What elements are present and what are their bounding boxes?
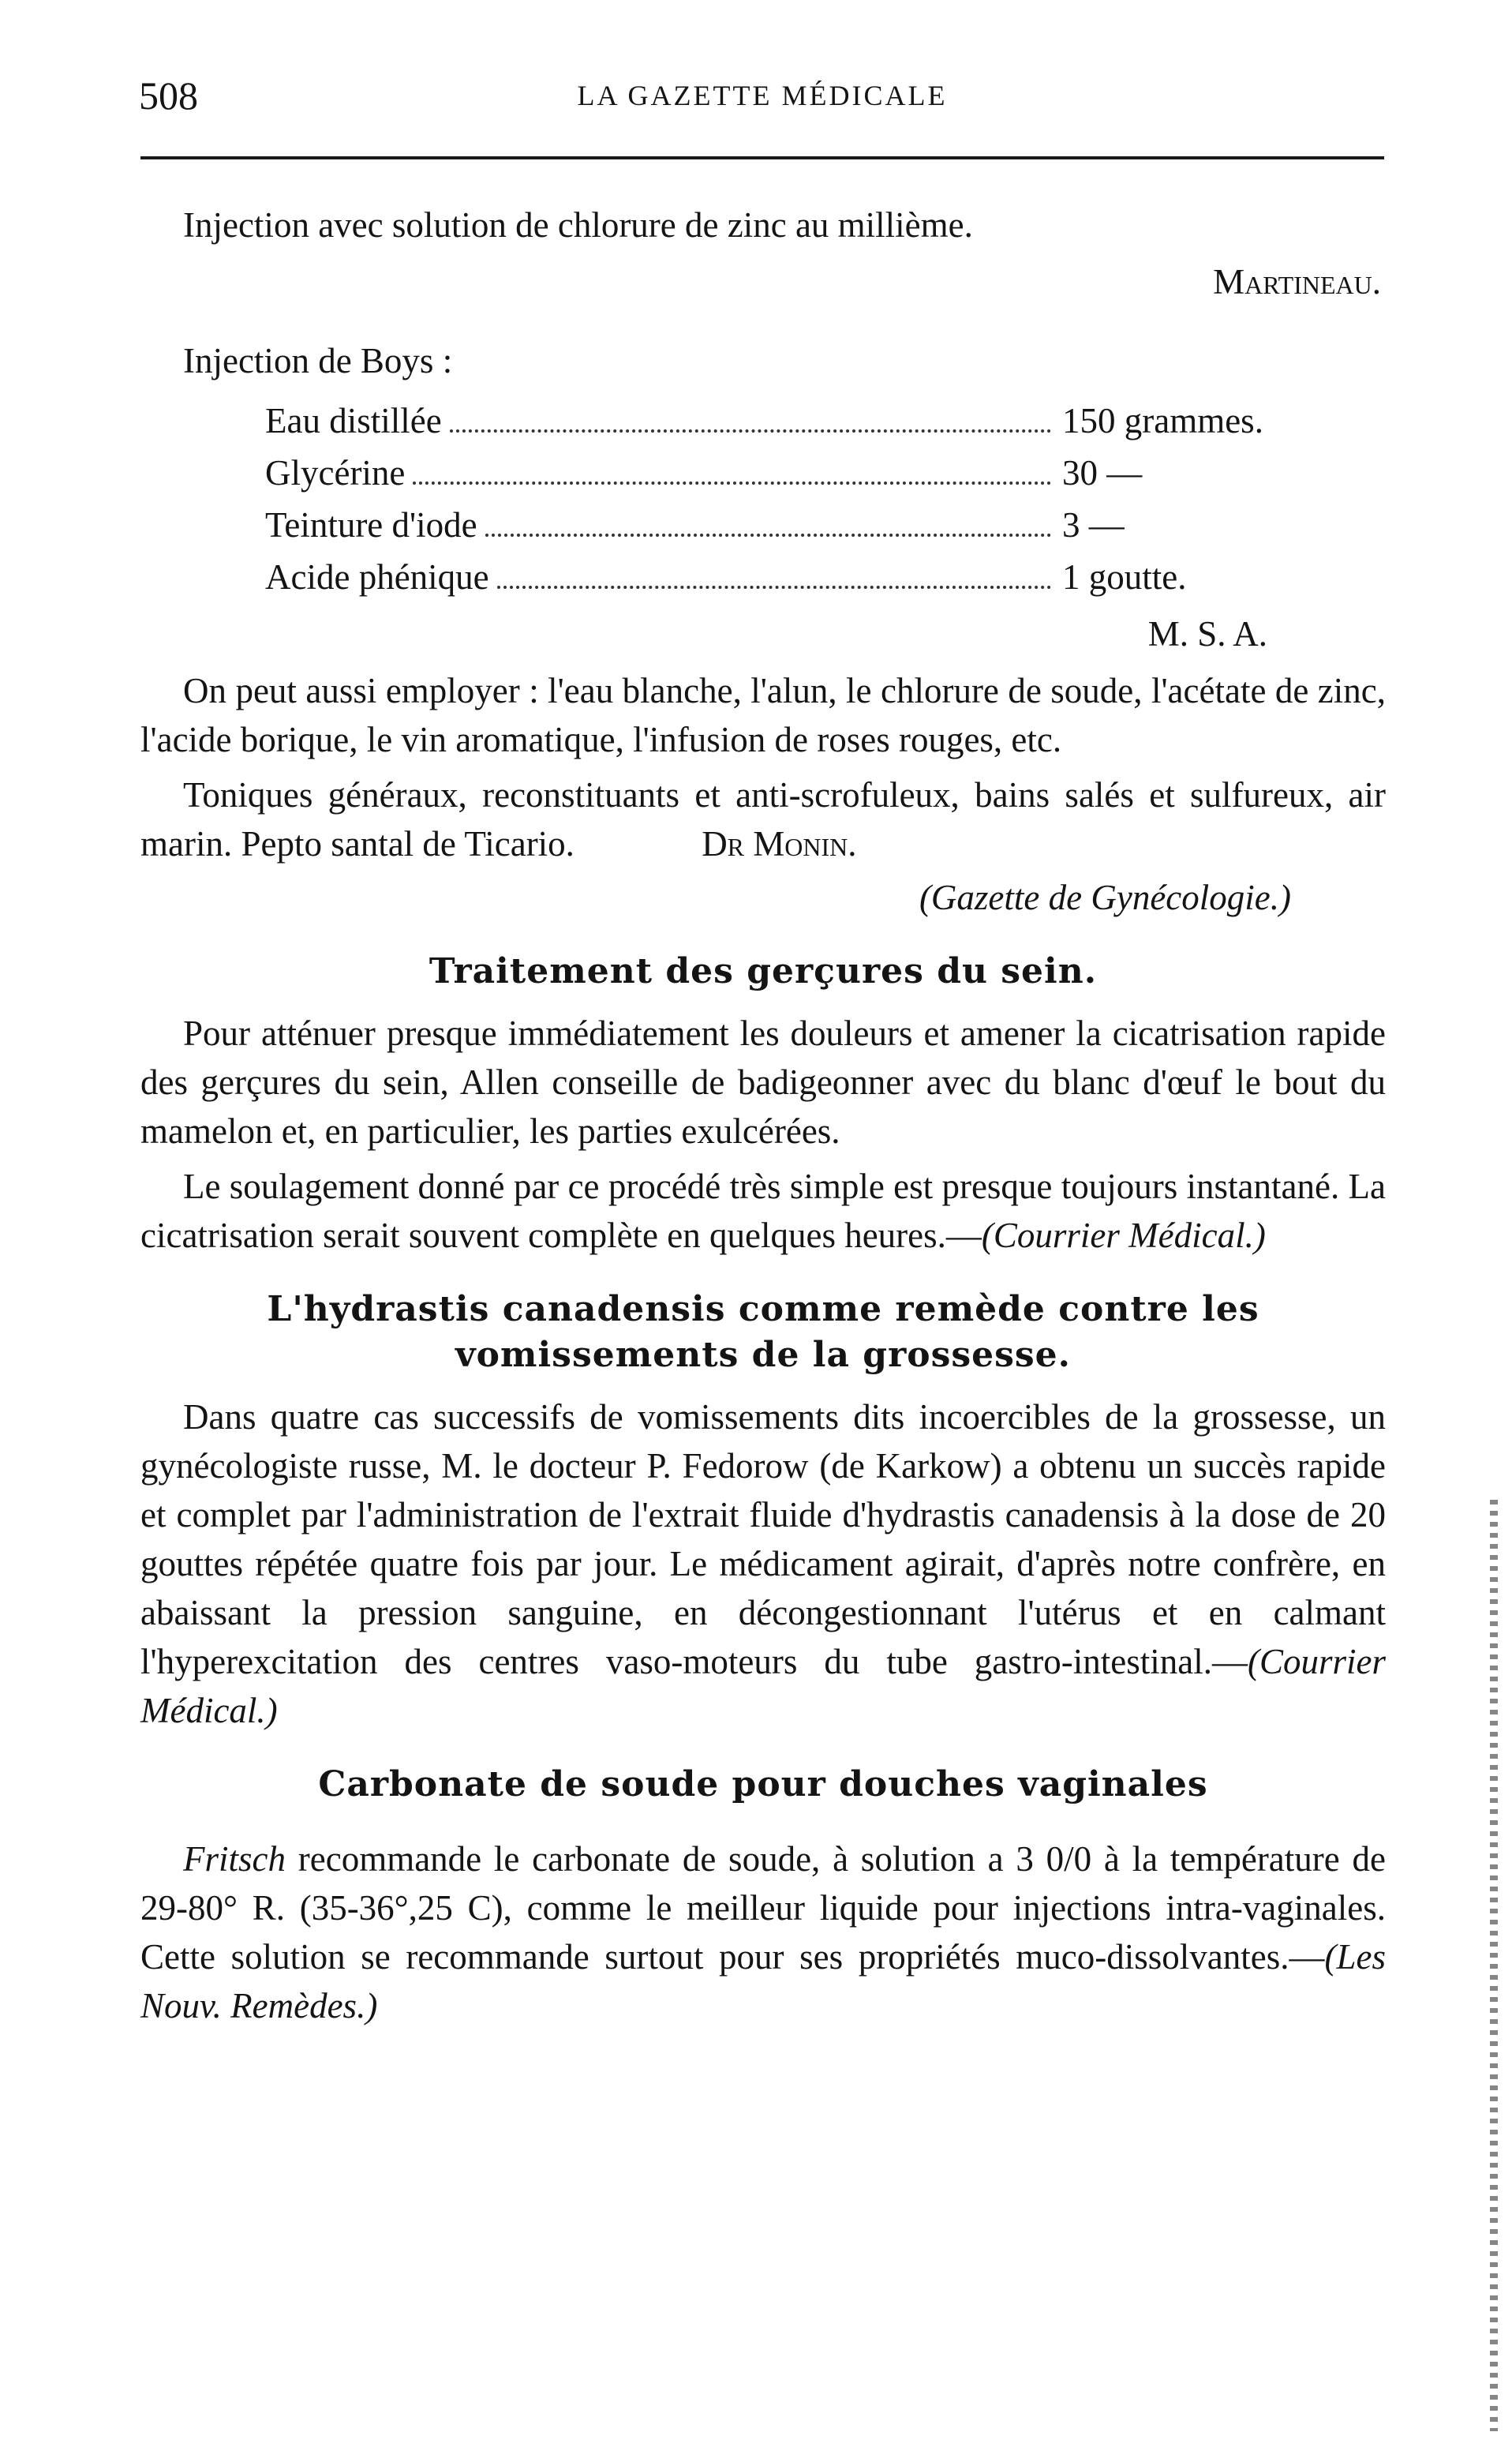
recipe-ingredient: Acide phénique — [265, 557, 489, 597]
carbonate-paragraph-text: recommande le carbonate de soude, à solution a 3 0/0 à la température de 29-80° R. (35-36°,25 C), comme le meilleur liquide pour injections intra-vaginales. Cette solution se recommande surtout pour ses propriétés muco-dissolvantes.— — [140, 1839, 1386, 1977]
recipe-row — [265, 396, 1283, 448]
hydrastis-source: (Courrier Médical.) — [140, 1642, 1386, 1730]
dot-leader — [497, 586, 1051, 589]
hydrastis-title-line-2: vomissements de la grossesse. — [455, 1335, 1071, 1375]
carbonate-source: (Les Nouv. Remèdes.) — [140, 1937, 1386, 2025]
recipe-ingredient: Glycérine — [265, 453, 406, 493]
recipe-row — [265, 553, 1283, 605]
author-monin: Dr Monin. — [702, 824, 857, 864]
dot-leader — [413, 482, 1051, 485]
carbonate-paragraph — [140, 1834, 1386, 2030]
recipe-quantity: 1 goutte. — [1062, 557, 1187, 597]
recipe-quantity: 150 grammes. — [1062, 401, 1263, 440]
injection-zinc-paragraph: Injection avec solution de chlorure de zinc au millième. — [183, 205, 973, 245]
hydrastis-title-line-1: L'hydrastis canadensis comme remède contre les — [267, 1289, 1259, 1329]
carbonate-author: Fritsch — [183, 1839, 286, 1879]
section-title-hydrastis — [140, 1287, 1386, 1378]
boys-recipe — [265, 396, 1283, 605]
dot-leader — [450, 429, 1051, 433]
running-head — [139, 73, 1386, 128]
signature-martineau: Martineau. — [1213, 262, 1381, 302]
journal-title: LA GAZETTE MÉDICALE — [577, 80, 948, 111]
gercures-paragraph-2 — [140, 1162, 1386, 1260]
hydrastis-paragraph — [140, 1392, 1386, 1735]
page-body — [140, 200, 1386, 2030]
recipe-row — [265, 500, 1283, 553]
gercures-paragraph-2-text: Le soulagement donné par ce procédé très simple est presque toujours instantané. La cicatrisation serait souvent complète en quelques heures.— — [140, 1167, 1386, 1255]
toniques-paragraph — [140, 770, 1386, 868]
header-rule — [140, 156, 1384, 159]
recipe-quantity: 3 — — [1062, 505, 1125, 545]
gercures-source: (Courrier Médical.) — [981, 1216, 1266, 1255]
recipe-ingredient: Teinture d'iode — [265, 505, 477, 545]
toniques-text: Toniques généraux, reconstituants et anti-scrofuleux, bains salés et sulfureux, air marin. Pepto santal de Ticario. — [140, 775, 1386, 864]
scan-edge-artifact — [1490, 1500, 1498, 2431]
employer-paragraph: On peut aussi employer : l'eau blanche, l'alun, le chlorure de soude, l'acétate de zinc, l'acide borique, le vin aromatique, l'infusion de roses rouges, etc. — [140, 671, 1386, 759]
recipe-quantity: 30 — — [1062, 453, 1143, 493]
msa-mark: M. S. A. — [1147, 614, 1267, 654]
page-number: 508 — [139, 73, 198, 118]
recipe-row — [265, 448, 1283, 500]
source-gynecologie: (Gazette de Gynécologie.) — [919, 878, 1291, 917]
dot-leader — [485, 534, 1051, 537]
section-title-gercures: Traitement des gerçures du sein. — [429, 951, 1098, 991]
recipe-ingredient: Eau distillée — [265, 401, 442, 440]
hydrastis-paragraph-text: Dans quatre cas successifs de vomissements dits incoercibles de la grossesse, un gynécologiste russe, M. le docteur P. Fedorow (de Karkow) a obtenu un succès rapide et complet par l'administration de l'extrait fluide d'hydrastis canadensis à la dose de 20 gouttes répétée quatre fois par jour. Le médicament agirait, d'après notre confrère, en abaissant la pression sanguine, en décongestionnant l'utérus et en calmant l'hyperexcitation des centres vaso-moteurs du tube gastro-intestinal.— — [140, 1397, 1386, 1681]
section-title-carbonate: Carbonate de soude pour douches vaginales — [318, 1764, 1208, 1804]
gercures-paragraph-1: Pour atténuer presque immédiatement les douleurs et amener la cicatrisation rapide des gerçures du sein, Allen conseille de badigeonner avec du blanc d'œuf le bout du mamelon et, en particulier, les parties exulcérées. — [140, 1014, 1386, 1151]
boys-label: Injection de Boys : — [183, 341, 453, 380]
